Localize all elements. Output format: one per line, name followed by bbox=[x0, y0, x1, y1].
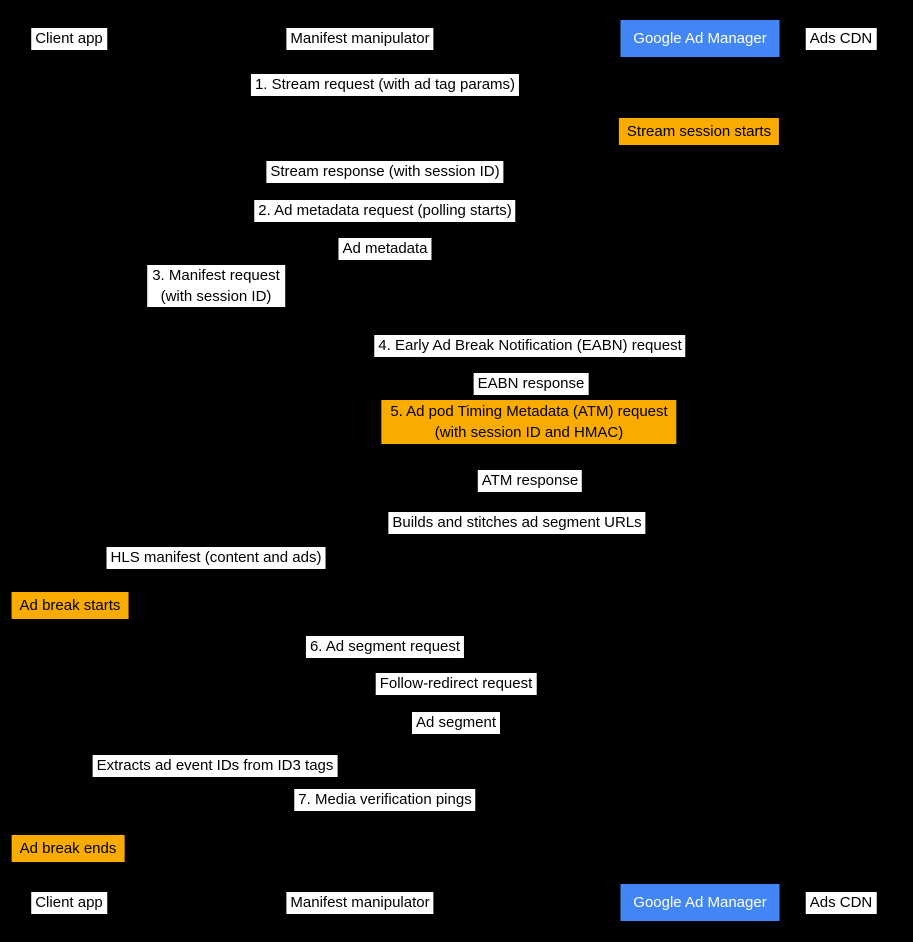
message-ad-segment: Ad segment bbox=[412, 712, 500, 734]
message-builds-stitches-segments: Builds and stitches ad segment URLs bbox=[388, 512, 645, 534]
note-stream-session-starts: Stream session starts bbox=[619, 118, 779, 145]
note-ad-break-starts: Ad break starts bbox=[12, 592, 129, 619]
note-ad-break-ends: Ad break ends bbox=[12, 835, 125, 862]
lifeline-google-ad-manager bbox=[700, 58, 701, 884]
message-ad-metadata-request: 2. Ad metadata request (polling starts) bbox=[254, 200, 515, 222]
actor-ads-cdn-bottom: Ads CDN bbox=[806, 892, 877, 914]
message-manifest-request bbox=[147, 265, 285, 307]
message-stream-response: Stream response (with session ID) bbox=[266, 161, 503, 183]
message-manifest-request-line-1: 3. Manifest request bbox=[152, 267, 280, 284]
message-eabn-response: EABN response bbox=[474, 373, 589, 395]
actor-client-app-top: Client app bbox=[31, 28, 107, 50]
message-ad-segment-request: 6. Ad segment request bbox=[306, 636, 464, 658]
actor-ads-cdn-top: Ads CDN bbox=[806, 28, 877, 50]
actor-client-app-bottom: Client app bbox=[31, 892, 107, 914]
actor-google-ad-manager-bottom: Google Ad Manager bbox=[621, 884, 780, 921]
message-eabn-request: 4. Early Ad Break Notification (EABN) request bbox=[374, 335, 685, 357]
actor-manifest-manipulator-bottom: Manifest manipulator bbox=[286, 892, 433, 914]
note-atm-request-line-2: (with session ID and HMAC) bbox=[434, 424, 624, 441]
lifeline-ads-cdn bbox=[841, 58, 842, 884]
message-manifest-request-line-2: (with session ID) bbox=[160, 288, 272, 305]
message-stream-request: 1. Stream request (with ad tag params) bbox=[251, 74, 519, 96]
note-atm-request bbox=[381, 400, 676, 444]
lifeline-client-app bbox=[69, 58, 70, 884]
message-atm-response: ATM response bbox=[478, 470, 582, 492]
note-atm-request-line-1: 5. Ad pod Timing Metadata (ATM) request bbox=[390, 403, 668, 420]
message-hls-manifest: HLS manifest (content and ads) bbox=[107, 547, 326, 569]
message-extracts-id3-tags: Extracts ad event IDs from ID3 tags bbox=[93, 755, 338, 777]
message-follow-redirect-request: Follow-redirect request bbox=[376, 673, 537, 695]
actor-manifest-manipulator-top: Manifest manipulator bbox=[286, 28, 433, 50]
message-ad-metadata: Ad metadata bbox=[338, 238, 431, 260]
actor-google-ad-manager-top: Google Ad Manager bbox=[621, 20, 780, 57]
message-media-verification-pings: 7. Media verification pings bbox=[294, 789, 475, 811]
